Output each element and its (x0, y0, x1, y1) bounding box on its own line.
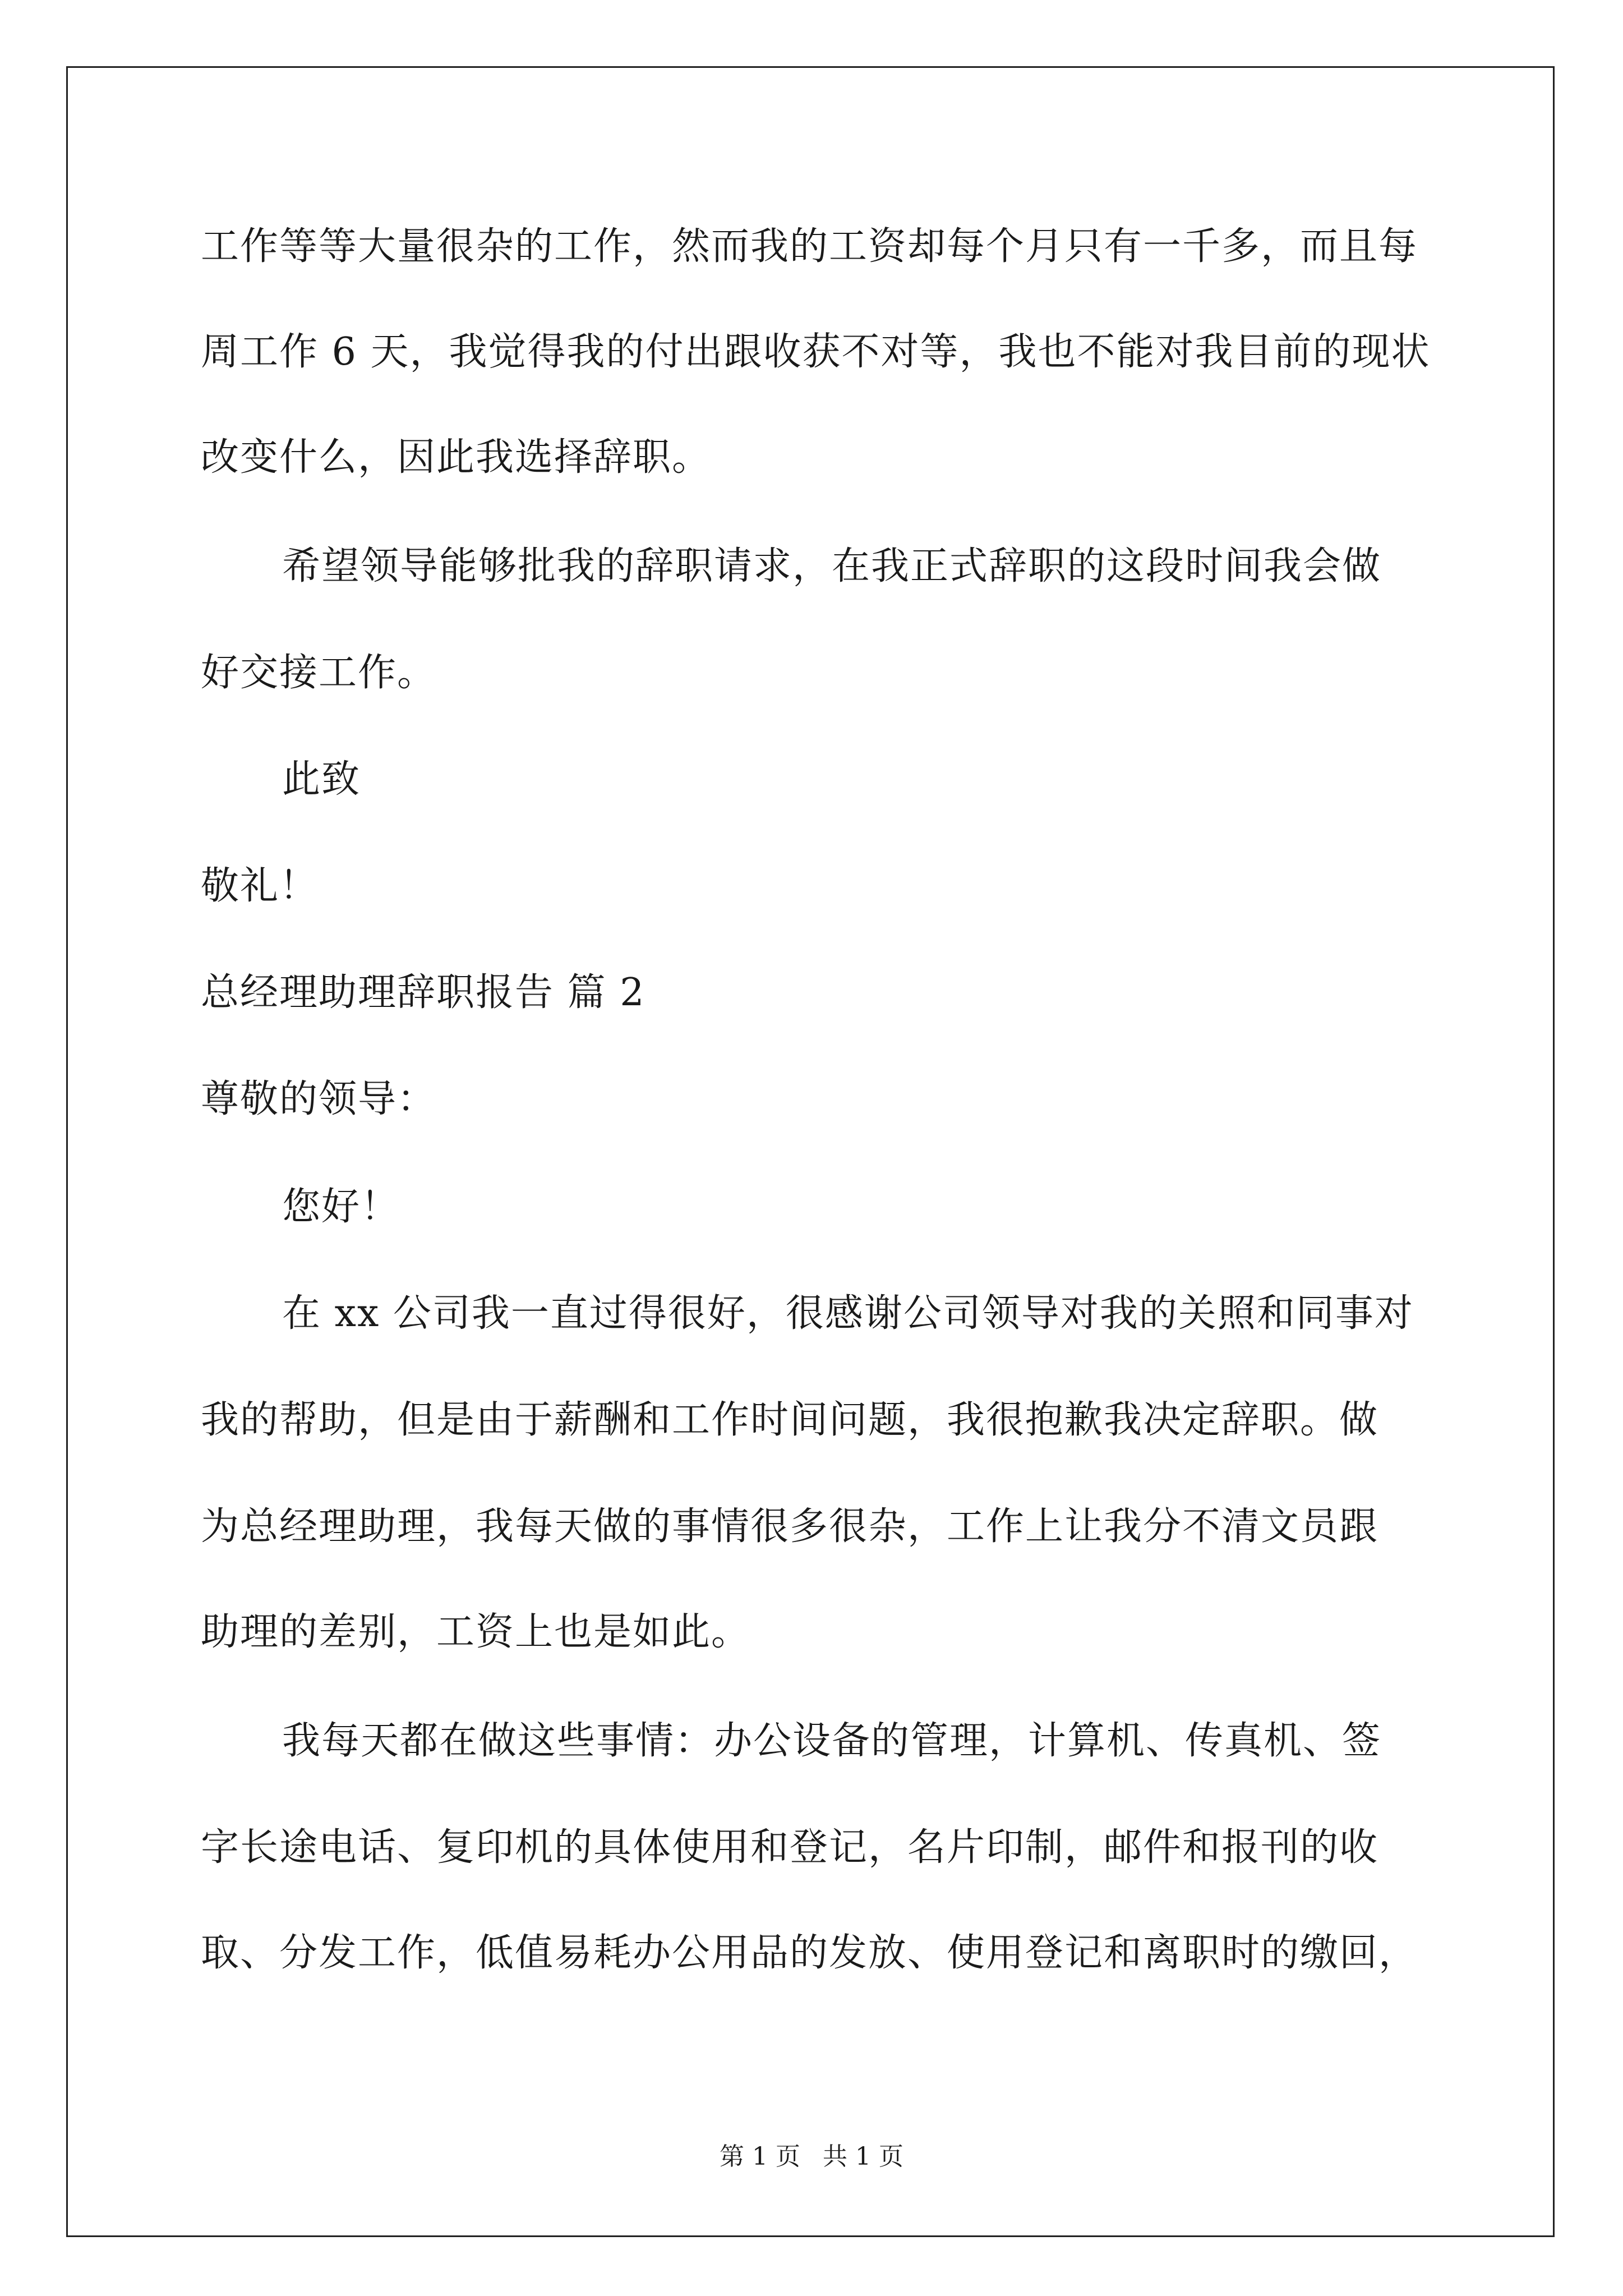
page-footer (0, 2140, 1623, 2174)
paragraph-line: 助理的差别，工资上也是如此。 (201, 1610, 751, 1654)
salutation-close: 敬礼！ (201, 864, 319, 908)
paragraph-line: 我的帮助，但是由于薪酬和工作时间问题，我很抱歉我决定辞职。做 (201, 1398, 1379, 1442)
paragraph-line: 工作等等大量很杂的工作，然而我的工资却每个月只有一千多，而且每 (201, 224, 1418, 269)
paragraph-line: 改变什么，因此我选择辞职。 (201, 435, 712, 480)
greeting: 您好！ (282, 1185, 400, 1229)
paragraph-line: 我每天都在做这些事情：办公设备的管理，计算机、传真机、签 (282, 1719, 1382, 1763)
section-heading: 总经理助理辞职报告 篇 2 (201, 970, 645, 1015)
paragraph-line: 取、分发工作，低值易耗办公用品的发放、使用登记和离职时的缴回， (201, 1931, 1418, 1975)
page-border (66, 66, 1555, 2237)
paragraph-line: 为总经理助理，我每天做的事情很多很杂，工作上让我分不清文员跟 (201, 1504, 1379, 1549)
greeting-recipient: 尊敬的领导： (201, 1077, 437, 1121)
paragraph-line: 希望领导能够批我的辞职请求，在我正式辞职的这段时间我会做 (282, 544, 1382, 588)
paragraph-line: 在 xx 公司我一直过得很好，很感谢公司领导对我的关照和同事对 (282, 1291, 1414, 1336)
page-number: 第 1 页 (720, 2142, 800, 2171)
paragraph-line: 字长途电话、复印机的具体使用和登记，名片印制，邮件和报刊的收 (201, 1825, 1379, 1870)
paragraph-line: 好交接工作。 (201, 651, 437, 695)
closing-phrase: 此致 (282, 757, 361, 802)
page-total: 共 1 页 (823, 2142, 903, 2171)
paragraph-line: 周工作 6 天，我觉得我的付出跟收获不对等，我也不能对我目前的现状 (201, 330, 1431, 374)
